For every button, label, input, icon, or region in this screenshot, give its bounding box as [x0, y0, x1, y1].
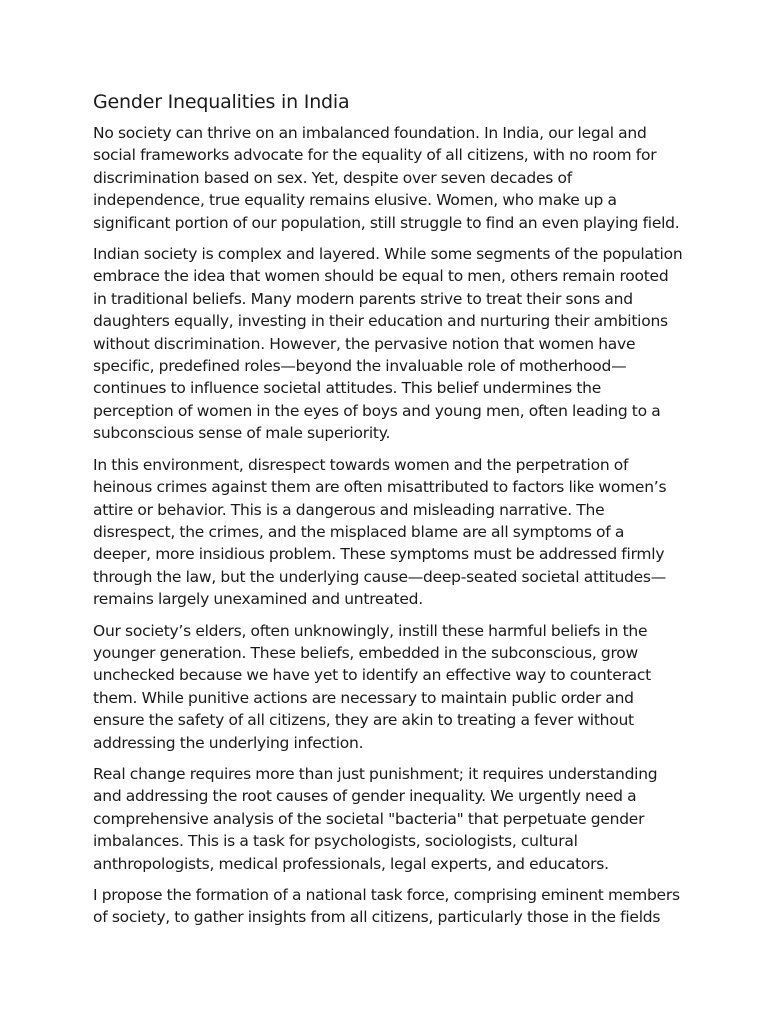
document-title: Gender Inequalities in India — [93, 91, 350, 113]
paragraph-4: Our society’s elders, often unknowingly, instill these harmful beliefs in the younger generation. These beliefs, embedded in the subconscious, grow unchecked because we have yet to identify an effective way to counteract them. While punitive actions are necessary to maintain public order and ensure the safety of all citizens, they are akin to treating a fever without addressing the underlying infection. — [93, 621, 651, 752]
paragraph-5: Real change requires more than just punishment; it requires understanding and addressing the root causes of gender inequality. We urgently need a comprehensive analysis of the societal "bacteria" that perpetuate gender imbalances. This is a task for psychologists, sociologists, cultural anthropologists, medical professionals, legal experts, and educators. — [93, 764, 658, 873]
paragraph-1: No society can thrive on an imbalanced foundation. In India, our legal and social frameworks advocate for the equality of all citizens, with no room for discrimination based on sex. Yet, despite over seven decades of independence, true equality remains elusive. Women, who make up a significant portion of our population, still struggle to find an even playing field. — [93, 124, 680, 232]
document-body — [93, 88, 683, 938]
paragraph-6: I propose the formation of a national task force, comprising eminent members of society, to gather insights from all citizens, particularly those in the fields — [93, 886, 680, 927]
paragraph-2: Indian society is complex and layered. While some segments of the population embrace the idea that women should be equal to men, others remain rooted in traditional beliefs. Many modern parents strive to treat their sons and daughters equally, investing in their education and nurturing their ambitions without discrimination. However, the pervasive notion that women have specific, predefined roles—beyond the invaluable role of motherhood—continues to influence societal attitudes. This belief undermines the perception of women in the eyes of boys and young men, often leading to a subconscious sense of male superiority. — [93, 245, 683, 443]
paragraph-3: In this environment, disrespect towards women and the perpetration of heinous crimes against them are often misattributed to factors like women’s attire or behavior. This is a dangerous and misleading narrative. The disrespect, the crimes, and the misplaced blame are all symptoms of a deeper, more insidious problem. These symptoms must be addressed firmly through the law, but the underlying cause—deep-seated societal attitudes—remains largely unexamined and untreated. — [93, 455, 667, 609]
